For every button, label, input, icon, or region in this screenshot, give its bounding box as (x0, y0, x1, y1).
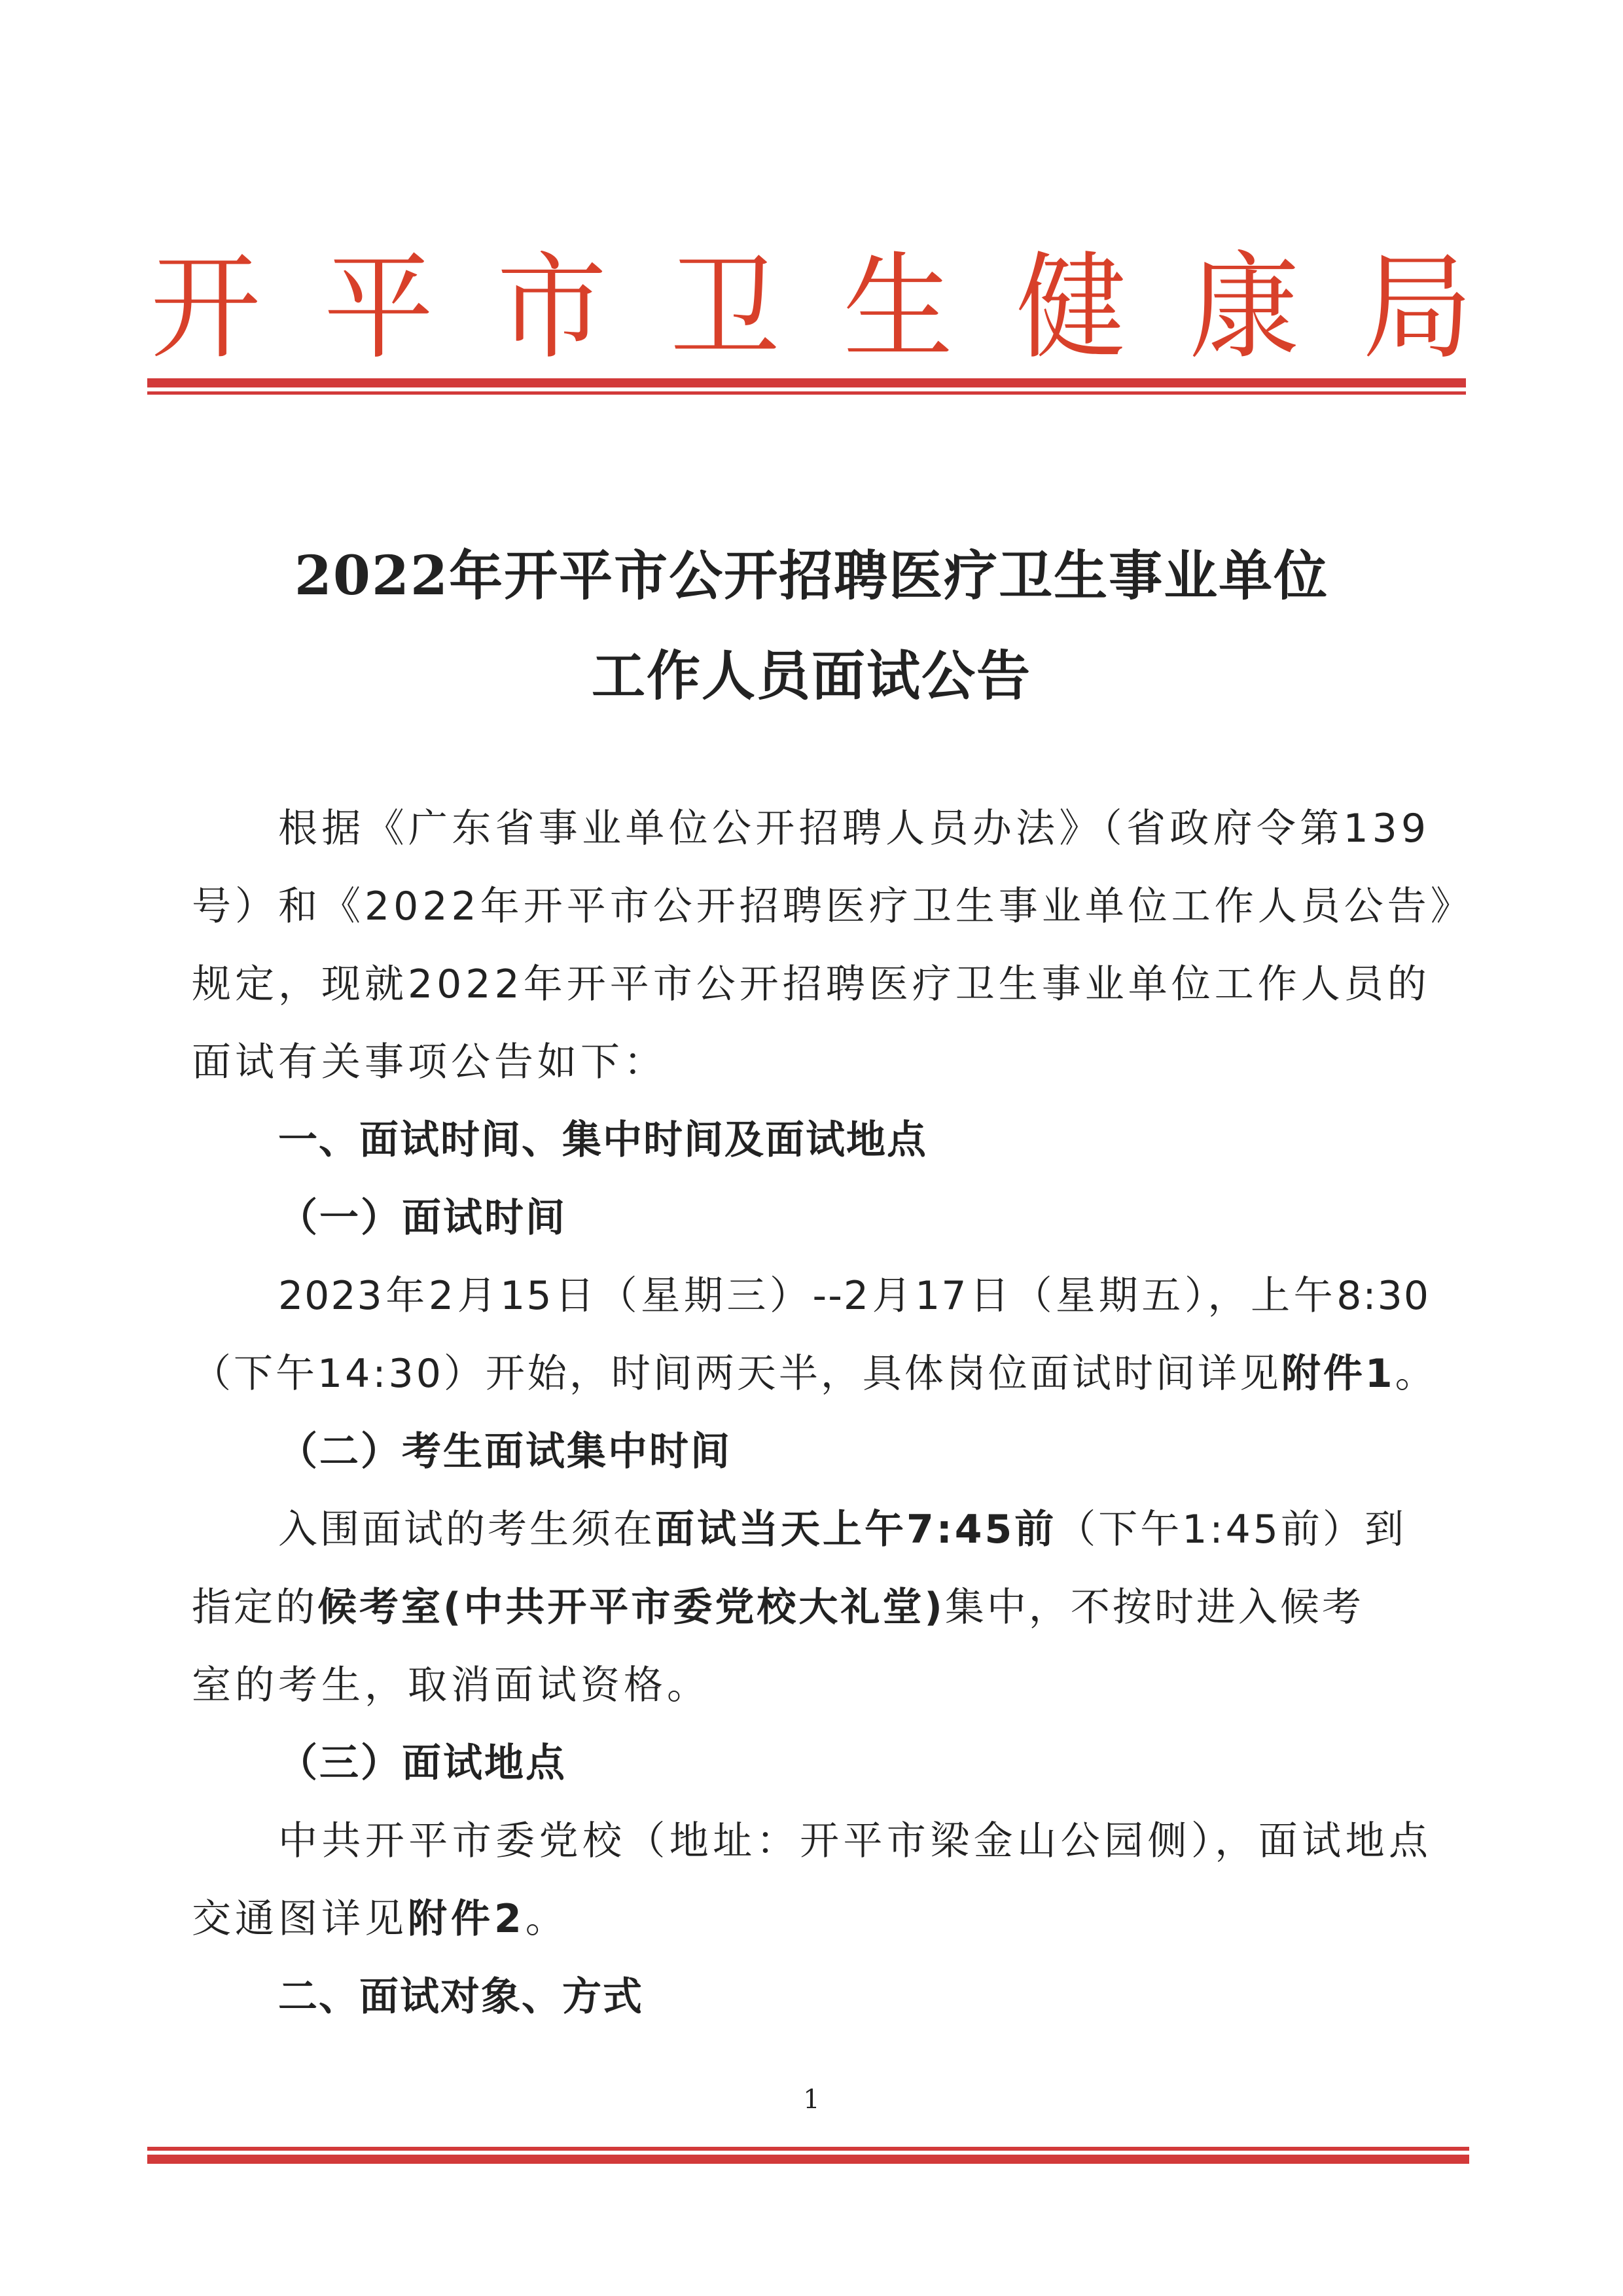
assembly-time-emphasis: 面试当天上午7:45前 (655, 1507, 1057, 1552)
divider-thin-line (147, 2147, 1469, 2151)
text: （下午1:45前）到 (1056, 1507, 1406, 1552)
attachment-2-ref: 附件2 (408, 1896, 526, 1942)
masthead-char: 健 (1016, 240, 1126, 375)
masthead-char: 局 (1362, 240, 1472, 375)
intro-line: 规定，现就2022年开平市公开招聘医疗卫生事业单位工作人员的 (192, 961, 1431, 1007)
interview-location-line: 中共开平市委党校（地址：开平市梁金山公园侧），面试地点 (278, 1818, 1430, 1864)
page-number: 1 (803, 2085, 820, 2115)
section-2-heading: 二、面试对象、方式 (278, 1974, 643, 2020)
waiting-room-emphasis: 候考室(中共开平市委党校大礼堂) (317, 1585, 945, 1630)
text: （下午14:30）开始，时间两天半，具体岗位面试时间详见 (192, 1351, 1281, 1397)
subsection-1-heading: （一）面试时间 (278, 1195, 567, 1241)
interview-time-line (192, 1342, 1437, 1399)
text: 指定的 (192, 1585, 317, 1630)
assembly-time-line (278, 1498, 1430, 1554)
subsection-2-heading: （二）考生面试集中时间 (278, 1429, 732, 1475)
attachment-1-ref: 附件1 (1281, 1351, 1395, 1397)
text: 。 (1395, 1351, 1437, 1397)
text: 集中，不按时进入候考 (944, 1585, 1364, 1630)
divider-thin-line (147, 391, 1466, 395)
masthead-char: 开 (151, 240, 260, 375)
masthead-char: 市 (497, 240, 607, 375)
interview-time-line: 2023年2月15日（星期三）--2月17日（星期五），上午8:30 (278, 1273, 1430, 1319)
intro-line: 面试有关事项公告如下： (192, 1039, 667, 1085)
document-title-line-2: 工作人员面试公告 (591, 645, 1031, 708)
text: 。 (525, 1896, 569, 1942)
intro-line: 号）和《2022年开平市公开招聘医疗卫生事业单位工作人员公告》 (192, 884, 1474, 929)
divider-thick-line (147, 378, 1466, 387)
assembly-time-line (192, 1576, 1429, 1632)
text: 入围面试的考生须在 (278, 1507, 655, 1552)
intro-line: 根据《广东省事业单位公开招聘人员办法》（省政府令第139 (278, 806, 1430, 852)
masthead-org-name (151, 242, 1472, 373)
masthead-char: 卫 (669, 240, 780, 375)
document-title-line-1: 2022年开平市公开招聘医疗卫生事业单位 (294, 545, 1329, 607)
divider-thick-line (147, 2155, 1469, 2164)
text: 交通图详见 (192, 1896, 408, 1942)
masthead-char: 平 (323, 240, 434, 375)
masthead-char: 康 (1189, 240, 1300, 375)
assembly-time-line: 室的考生，取消面试资格。 (192, 1662, 710, 1708)
masthead-char: 生 (843, 240, 954, 375)
section-1-heading: 一、面试时间、集中时间及面试地点 (278, 1117, 927, 1163)
interview-location-line (192, 1888, 1429, 1944)
subsection-3-heading: （三）面试地点 (278, 1740, 567, 1786)
